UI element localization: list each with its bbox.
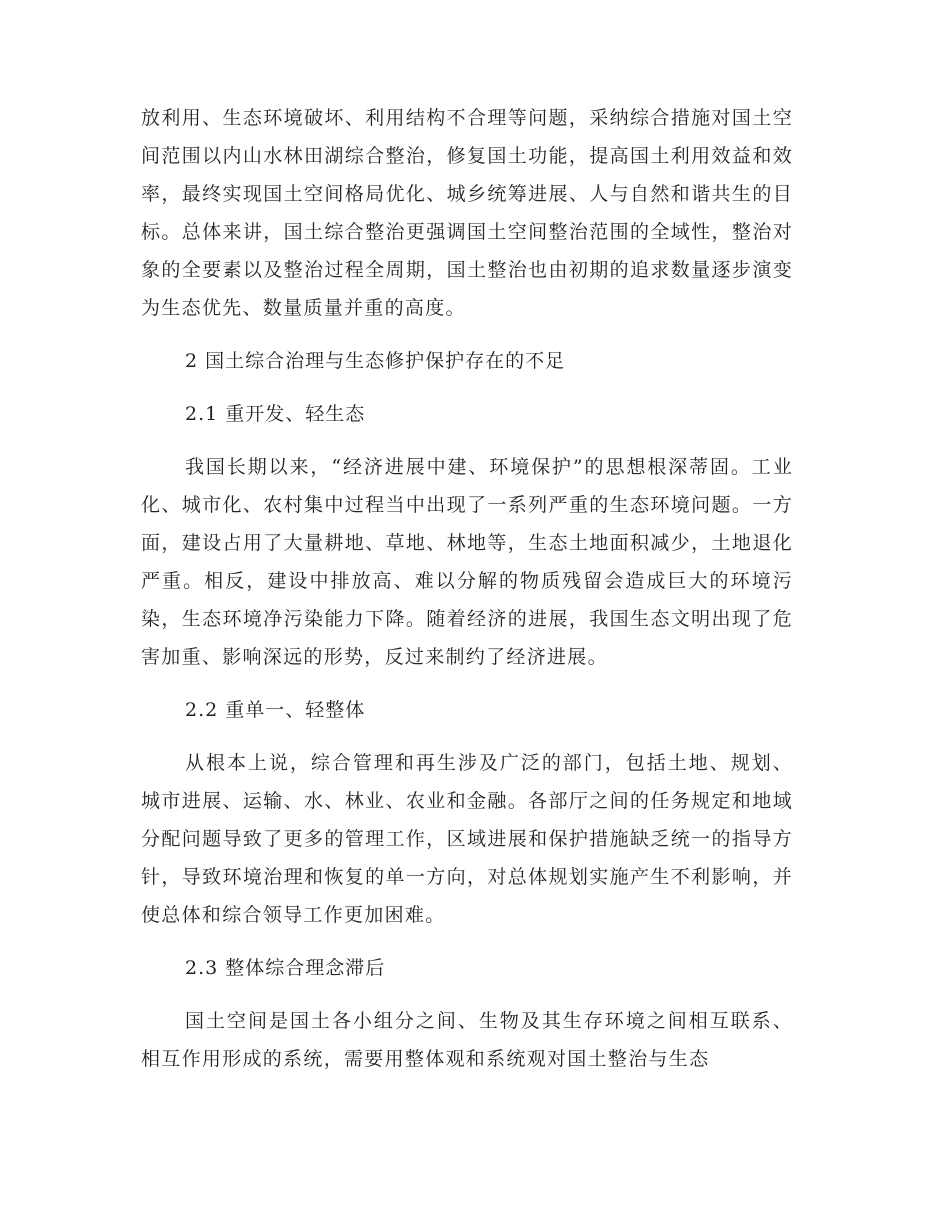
body-paragraph-2-1: 我国长期以来，“经济进展中建、环境保护”的思想根深蒂固。工业化、城市化、农村集中过程当中出现了一系列严重的生态环境问题。一方面，建设占用了大量耕地、草地、林地等，生态土地面积减少，土地退化严重。相反，建设中排放高、难以分解的物质残留会造成巨大的环境污染，生态环境净污染能力下降。随着经济的进展，我国生态文明出现了危害加重、影响深远的形势，反过来制约了经济进展。 [141,456,793,668]
body-paragraph-1: 放利用、生态环境破坏、利用结构不合理等问题，采纳综合措施对国土空间范围以内山水林田湖综合整治，修复国土功能，提高国土利用效益和效率，最终实现国土空间格局优化、城乡统筹进展、人与自然和谐共生的目标。总体来讲，国土综合整治更强调国土空间整治范围的全域性，整治对象的全要素以及整治过程全周期，国土整治也由初期的追求数量逐步演变为生态优先、数量质量并重的高度。 [141,107,793,319]
subsection-heading-2-1: 2.1 重开发、轻生态 [185,403,366,425]
body-paragraph-2-2: 从根本上说，综合管理和再生涉及广泛的部门，包括土地、规划、城市进展、运输、水、林业、农业和金融。各部厅之间的任务规定和地域分配问题导致了更多的管理工作，区域进展和保护措施缺乏统一的指导方针，导致环境治理和恢复的单一方向，对总体规划实施产生不利影响，并使总体和综合领导工作更加困难。 [141,752,793,926]
subsection-heading-2-2: 2.2 重单一、轻整体 [185,699,366,721]
section-heading-2: 2 国土综合治理与生态修护保护存在的不足 [185,350,566,372]
body-paragraph-2-3: 国土空间是国土各小组分之间、生物及其生存环境之间相互联系、相互作用形成的系统，需要用整体观和系统观对国土整治与生态 [141,1010,793,1070]
document-body [141,99,793,1093]
subsection-heading-2-3: 2.3 整体综合理念滞后 [185,957,386,979]
